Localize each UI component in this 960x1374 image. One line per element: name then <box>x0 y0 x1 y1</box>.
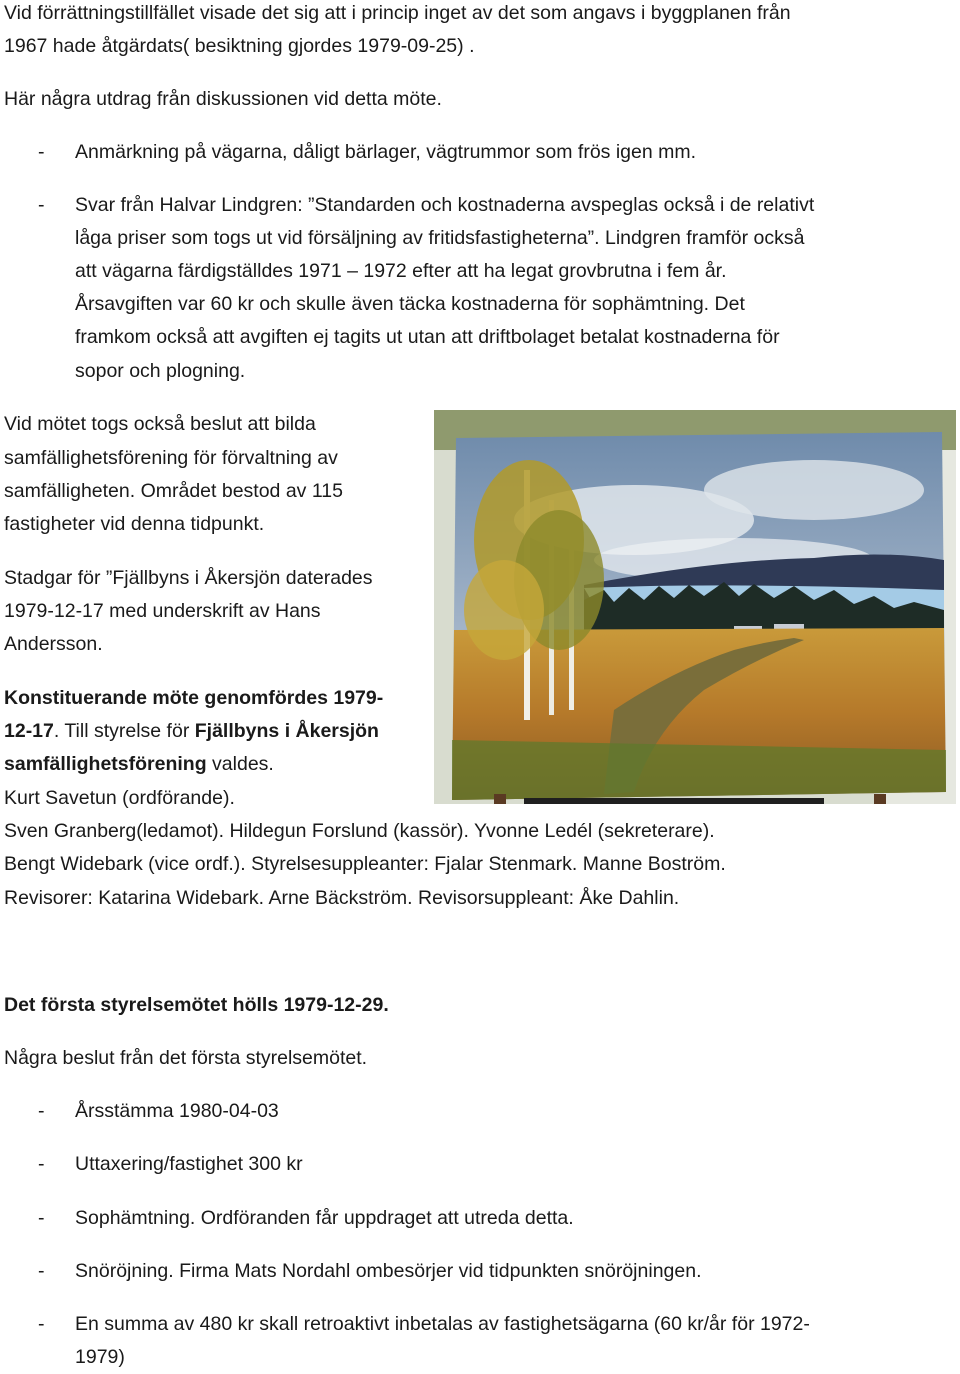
board-chairman: Kurt Savetun (ordförande). <box>4 787 235 809</box>
list-item-garbage: Sophämtning. Ordföranden får uppdraget att utreda detta. <box>75 1207 574 1229</box>
bullet-dash: - <box>38 1313 45 1335</box>
board-members-line-1: Sven Granberg(ledamot). Hildegun Forslund (kassör). Yvonne Ledél (sekreterare). <box>4 820 715 842</box>
statutes-line-1: Stadgar för ”Fjällbyns i Åkersjön daterades <box>4 567 373 589</box>
constituent-meeting-line-1: Konstituerande möte genomfördes 1979- <box>4 687 384 709</box>
first-board-meeting: Det första styrelsemötet hölls 1979-12-29. <box>4 994 389 1016</box>
lindgren-answer-line-3: att vägarna färdigställdes 1971 – 1972 efter att ha legat grovbrutna i fem år. <box>75 260 727 282</box>
cloud-icon <box>704 460 924 520</box>
board-members-line-2: Bengt Widebark (vice ordf.). Styrelsesuppleanter: Fjalar Stenmark. Manne Boström. <box>4 853 726 875</box>
constituent-meeting-line-3: samfällighetsförening valdes. <box>4 753 274 775</box>
bullet-dash: - <box>38 1207 45 1229</box>
painting-illustration <box>434 410 956 804</box>
decisions-intro: Några beslut från det första styrelsemötet. <box>4 1047 368 1069</box>
bullet-dash: - <box>38 1153 45 1175</box>
decision-line-1: Vid mötet togs också beslut att bilda <box>4 413 316 435</box>
birch-foliage <box>464 560 544 660</box>
landscape-painting-photo <box>434 410 956 804</box>
intro-line-1: Vid förrättningstillfället visade det sig att i princip inget av det som angavs i byggplanen från <box>4 2 791 24</box>
list-item-retroactive-fee: En summa av 480 kr skall retroaktivt inbetalas av fastighetsägarna (60 kr/år för 1972- <box>75 1313 810 1335</box>
list-item-annual-meeting: Årsstämma 1980-04-03 <box>75 1100 279 1122</box>
foreground-grass <box>452 740 946 800</box>
easel-shadow <box>524 798 824 804</box>
decision-line-4: fastigheter vid denna tidpunkt. <box>4 513 265 535</box>
remark-roads: Anmärkning på vägarna, dåligt bärlager, vägtrummor som frös igen mm. <box>75 141 697 163</box>
statutes-line-3: Andersson. <box>4 633 103 655</box>
auditors-line: Revisorer: Katarina Widebark. Arne Bäckström. Revisorsuppleant: Åke Dahlin. <box>4 887 680 909</box>
lindgren-answer-line-5: framkom också att avgiften ej tagits ut utan att driftbolaget betalat kostnaderna för <box>75 326 780 348</box>
lindgren-answer-line-6: sopor och plogning. <box>75 360 246 382</box>
bullet-dash: - <box>38 194 45 216</box>
bullet-dash: - <box>38 1100 45 1122</box>
statutes-line-2: 1979-12-17 med underskrift av Hans <box>4 600 321 622</box>
decision-line-3: samfälligheten. Området bestod av 115 <box>4 480 343 502</box>
lindgren-answer-line-2: låga priser som togs ut vid försäljning av fritidsfastigheterna”. Lindgren framför också <box>75 227 805 249</box>
easel-leg <box>494 794 506 804</box>
intro-line-2: 1967 hade åtgärdats( besiktning gjordes 1979-09-25) . <box>4 35 475 57</box>
bullet-dash: - <box>38 1260 45 1282</box>
list-item-snow-removal: Snöröjning. Firma Mats Nordahl ombesörjer vid tidpunkten snöröjningen. <box>75 1260 702 1282</box>
discussion-intro: Här några utdrag från diskussionen vid detta möte. <box>4 88 442 110</box>
list-item-retroactive-fee-line-2: 1979) <box>75 1346 125 1368</box>
lindgren-answer-line-4: Årsavgiften var 60 kr och skulle även täcka kostnaderna för sophämtning. Det <box>75 293 745 315</box>
list-item-levy: Uttaxering/fastighet 300 kr <box>75 1153 303 1175</box>
bullet-dash: - <box>38 141 45 163</box>
easel-leg <box>874 794 886 804</box>
constituent-meeting-line-2: 12-17. Till styrelse för Fjällbyns i Åkersjön <box>4 720 379 742</box>
lindgren-answer-line-1: Svar från Halvar Lindgren: ”Standarden och kostnaderna avspeglas också i de relativt <box>75 194 815 216</box>
decision-line-2: samfällighetsförening för förvaltning av <box>4 447 338 469</box>
